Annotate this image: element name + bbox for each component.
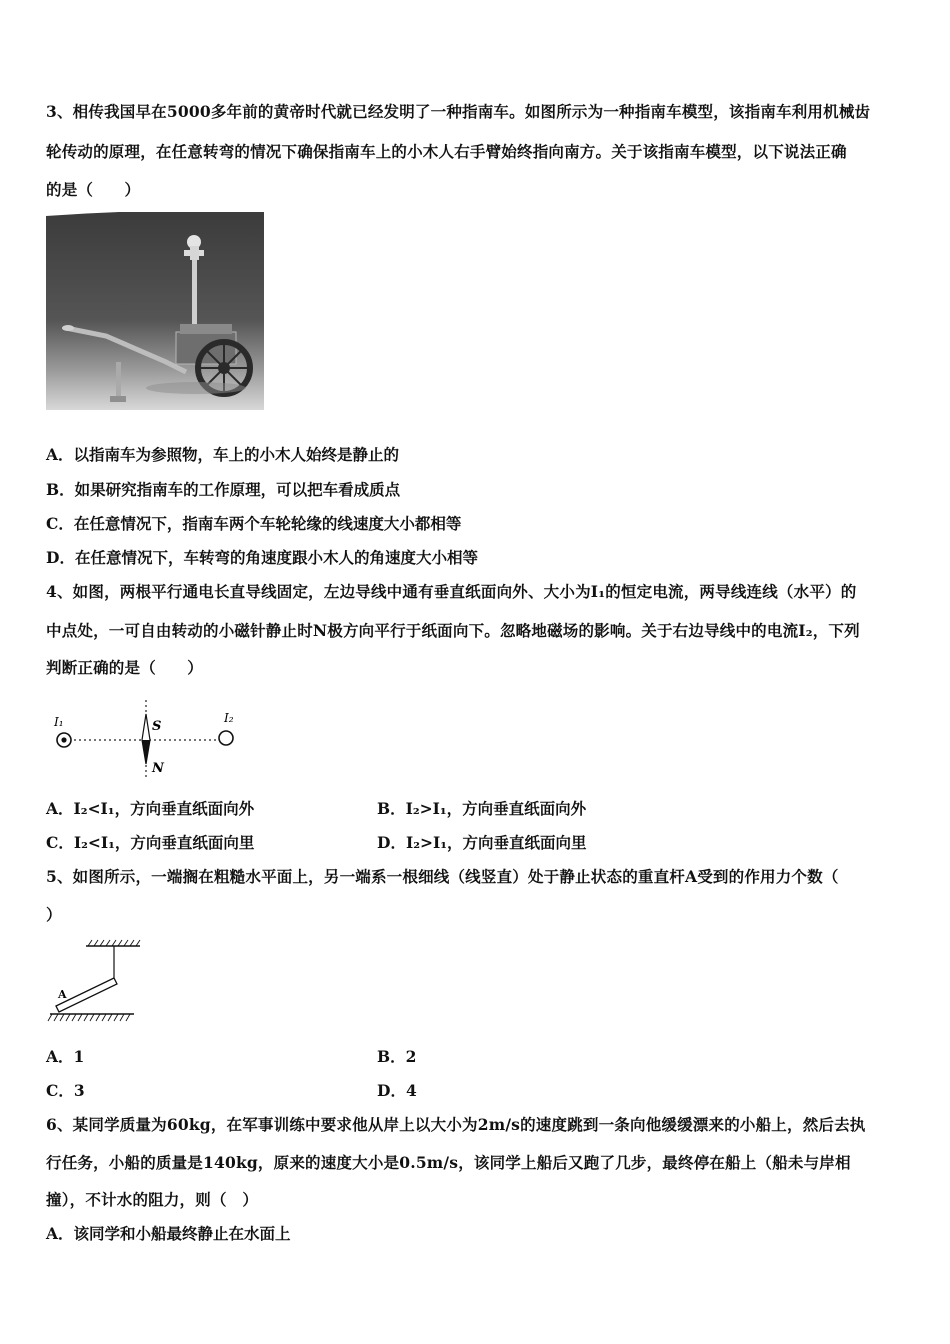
label-s: S: [152, 719, 162, 734]
label-i2: I₂: [224, 711, 234, 725]
q3-option-a: A．以指南车为参照物，车上的小木人始终是静止的: [46, 445, 400, 464]
q4-option-d: D．I₂>I₁，方向垂直纸面向里: [377, 833, 587, 852]
q5-text-line-1: 5、如图所示，一端搁在粗糙水平面上，另一端系一根细线（线竖直）处于静止状态的重直杆A受到的作用力个数（: [46, 867, 839, 886]
q6-option-a: A．该同学和小船最终静止在水面上: [46, 1224, 291, 1243]
q6-text-line-3: 撞），不计水的阻力，则（ ）: [46, 1190, 259, 1209]
wires-compass-diagram: [46, 696, 246, 782]
q4-text-line-3: 判断正确的是（ ）: [46, 658, 204, 677]
q3-option-d: D．在任意情况下，车转弯的角速度跟小木人的角速度大小相等: [46, 548, 478, 567]
q4-option-b: B．I₂>I₁，方向垂直纸面向外: [377, 799, 587, 818]
q6-text-line-2: 行任务，小船的质量是140kg，原来的速度大小是0.5m/s，该同学上船后又跑了几步，最终停在船上（船未与岸相: [46, 1153, 851, 1172]
q4-text-line-2: 中点处，一可自由转动的小磁针静止时N极方向平行于纸面向下。忽略地磁场的影响。关于右边导线中的电流I₂，下列: [46, 621, 860, 640]
rod-on-ground-diagram: [46, 938, 146, 1028]
q3-text-line-2: 轮传动的原理，在任意转弯的情况下确保指南车上的小木人右手臂始终指向南方。关于该指南车模型，以下说法正确: [46, 142, 847, 161]
q5-text-line-2: ）: [46, 905, 62, 924]
south-pointing-chariot-photo: [46, 212, 264, 410]
q5-option-a: A．1: [46, 1047, 85, 1066]
label-i1: I₁: [54, 715, 64, 729]
q5-option-b: B．2: [377, 1047, 417, 1066]
q4-text-line-1: 4、如图，两根平行通电长直导线固定，左边导线中通有垂直纸面向外、大小为I₁的恒定电流，两导线连线（水平）的: [46, 582, 857, 601]
q3-option-c: C．在任意情况下，指南车两个车轮轮缘的线速度大小都相等: [46, 514, 462, 533]
q4-option-a: A．I₂<I₁，方向垂直纸面向外: [46, 799, 255, 818]
q4-option-c: C．I₂<I₁，方向垂直纸面向里: [46, 833, 255, 852]
q3-text-line-3: 的是（ ）: [46, 180, 141, 199]
q6-text-line-1: 6、某同学质量为60kg，在军事训练中要求他从岸上以大小为2m/s的速度跳到一条向他缓缓漂来的小船上，然后去执: [46, 1115, 866, 1134]
label-a: A: [58, 988, 67, 1001]
q3-text-line-1: 3、相传我国早在5000多年前的黄帝时代就已经发明了一种指南车。如图所示为一种指南车模型，该指南车利用机械齿: [46, 102, 871, 121]
q5-option-c: C．3: [46, 1081, 85, 1100]
label-n: N: [152, 761, 164, 776]
q3-option-b: B．如果研究指南车的工作原理，可以把车看成质点: [46, 480, 401, 499]
q5-option-d: D．4: [377, 1081, 417, 1100]
